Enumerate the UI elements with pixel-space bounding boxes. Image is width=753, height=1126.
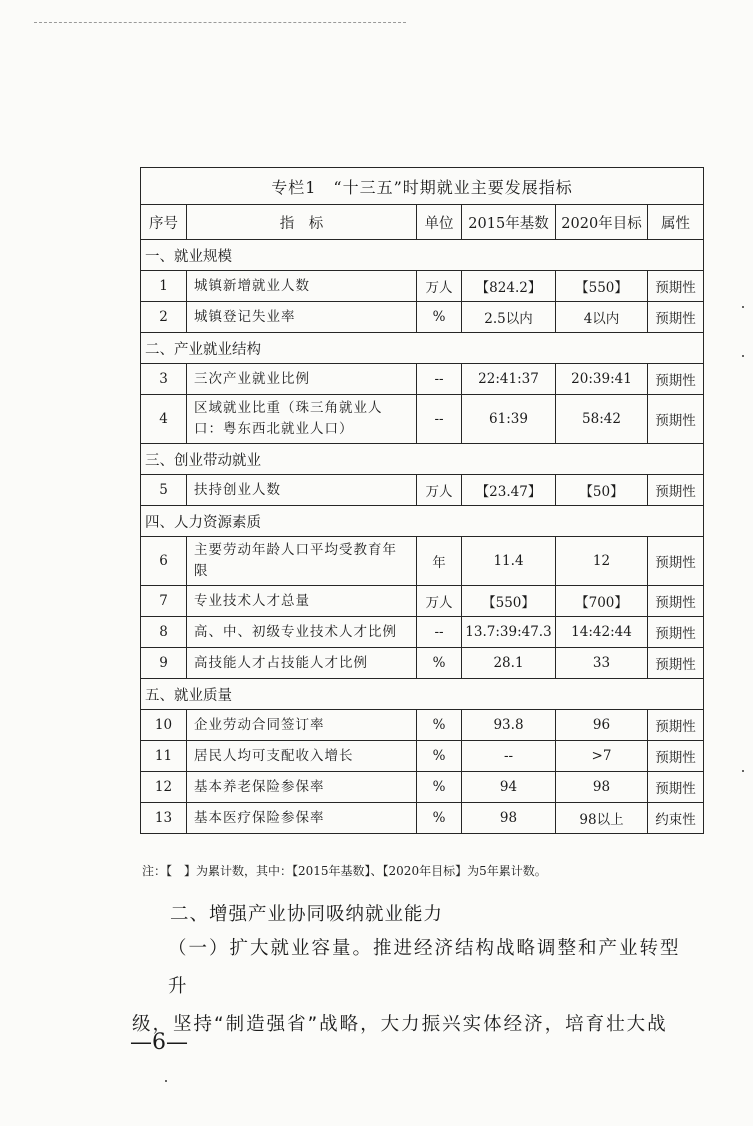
table-row (141, 803, 704, 834)
cell-unit: 万人 (417, 586, 462, 617)
cell-target-2020: 【700】 (556, 586, 648, 617)
cell-attribute: 预期性 (648, 537, 704, 586)
cell-base-2015: 94 (462, 772, 556, 803)
cell-no: 8 (141, 617, 187, 648)
cell-base-2015: -- (462, 741, 556, 772)
cell-attribute: 预期性 (648, 364, 704, 395)
cell-attribute: 预期性 (648, 302, 704, 333)
cell-no: 6 (141, 537, 187, 586)
cell-base-2015: 13.7:39:47.3 (462, 617, 556, 648)
cell-attribute: 预期性 (648, 271, 704, 302)
cell-no: 10 (141, 710, 187, 741)
cell-base-2015: 【23.47】 (462, 475, 556, 506)
table-title: 专栏1 “十三五”时期就业主要发展指标 (141, 168, 704, 205)
cell-base-2015: 98 (462, 803, 556, 834)
table-row (141, 302, 704, 333)
cell-attribute: 预期性 (648, 475, 704, 506)
cell-indicator: 主要劳动年龄人口平均受教育年限 (187, 537, 417, 586)
cell-unit: -- (417, 364, 462, 395)
cell-target-2020: 98以上 (556, 803, 648, 834)
section-label: 二、产业就业结构 (141, 333, 704, 364)
cell-base-2015: 61:39 (462, 395, 556, 444)
cell-base-2015: 22:41:37 (462, 364, 556, 395)
section-heading: 二、增强产业协同吸纳就业能力 (170, 904, 444, 925)
header-indicator: 指 标 (187, 205, 417, 240)
cell-indicator: 基本医疗保险参保率 (187, 803, 417, 834)
cell-base-2015: 28.1 (462, 648, 556, 679)
cell-attribute: 预期性 (648, 395, 704, 444)
cell-unit: 万人 (417, 271, 462, 302)
page-number: —6— (130, 1030, 188, 1055)
cell-attribute: 约束性 (648, 803, 704, 834)
cell-unit: 万人 (417, 475, 462, 506)
cell-target-2020: 58:42 (556, 395, 648, 444)
cell-attribute: 预期性 (648, 648, 704, 679)
table-row (141, 772, 704, 803)
table-row (141, 617, 704, 648)
cell-target-2020: 【50】 (556, 475, 648, 506)
cell-unit: % (417, 741, 462, 772)
cell-no: 3 (141, 364, 187, 395)
cell-no: 13 (141, 803, 187, 834)
table-row (141, 364, 704, 395)
section-row (141, 240, 704, 271)
header-target-2020: 2020年目标 (556, 205, 648, 240)
body-paragraph (132, 930, 692, 1044)
cell-no: 1 (141, 271, 187, 302)
header-attribute: 属性 (648, 205, 704, 240)
cell-indicator: 区域就业比重（珠三角就业人口：粤东西北就业人口） (187, 395, 417, 444)
cell-target-2020: 4以内 (556, 302, 648, 333)
section-label: 四、人力资源素质 (141, 506, 704, 537)
cell-unit: % (417, 710, 462, 741)
cell-indicator: 居民人均可支配收入增长 (187, 741, 417, 772)
cell-unit: % (417, 803, 462, 834)
cell-no: 4 (141, 395, 187, 444)
cell-indicator: 高、中、初级专业技术人才比例 (187, 617, 417, 648)
cell-indicator: 扶持创业人数 (187, 475, 417, 506)
cell-target-2020: 33 (556, 648, 648, 679)
table-row (141, 741, 704, 772)
table-row (141, 537, 704, 586)
cell-target-2020: 98 (556, 772, 648, 803)
indicator-table-panel (140, 167, 703, 834)
cell-target-2020: 【550】 (556, 271, 648, 302)
cell-indicator: 高技能人才占技能人才比例 (187, 648, 417, 679)
cell-unit: 年 (417, 537, 462, 586)
scan-top-line (34, 22, 406, 23)
cell-indicator: 城镇新增就业人数 (187, 271, 417, 302)
section-row (141, 444, 704, 475)
cell-target-2020: 12 (556, 537, 648, 586)
cell-unit: % (417, 772, 462, 803)
cell-indicator: 专业技术人才总量 (187, 586, 417, 617)
cell-no: 5 (141, 475, 187, 506)
paragraph-line-1: （一）扩大就业容量。推进经济结构战略调整和产业转型升 (168, 938, 681, 997)
cell-base-2015: 93.8 (462, 710, 556, 741)
cell-attribute: 预期性 (648, 741, 704, 772)
cell-base-2015: 11.4 (462, 537, 556, 586)
cell-indicator: 三次产业就业比例 (187, 364, 417, 395)
cell-target-2020: 14:42:44 (556, 617, 648, 648)
table-row (141, 271, 704, 302)
cell-attribute: 预期性 (648, 710, 704, 741)
section-row (141, 333, 704, 364)
cell-base-2015: 2.5以内 (462, 302, 556, 333)
cell-attribute: 预期性 (648, 772, 704, 803)
cell-unit: -- (417, 395, 462, 444)
table-header-row (141, 205, 704, 240)
cell-indicator: 企业劳动合同签订率 (187, 710, 417, 741)
cell-unit: % (417, 302, 462, 333)
table-row (141, 648, 704, 679)
cell-indicator: 基本养老保险参保率 (187, 772, 417, 803)
cell-no: 9 (141, 648, 187, 679)
cell-base-2015: 【550】 (462, 586, 556, 617)
table-row (141, 586, 704, 617)
cell-no: 11 (141, 741, 187, 772)
table-row (141, 475, 704, 506)
table-row (141, 395, 704, 444)
cell-unit: % (417, 648, 462, 679)
cell-indicator: 城镇登记失业率 (187, 302, 417, 333)
indicator-table (140, 167, 704, 834)
section-label: 三、创业带动就业 (141, 444, 704, 475)
paragraph-line-2: 级，坚持“制造强省”战略，大力振兴实体经济，培育壮大战 (132, 1014, 668, 1035)
header-unit: 单位 (417, 205, 462, 240)
header-no: 序号 (141, 205, 187, 240)
cell-base-2015: 【824.2】 (462, 271, 556, 302)
cell-no: 2 (141, 302, 187, 333)
cell-attribute: 预期性 (648, 586, 704, 617)
section-label: 一、就业规模 (141, 240, 704, 271)
scan-speck (742, 770, 744, 772)
table-row (141, 710, 704, 741)
cell-attribute: 预期性 (648, 617, 704, 648)
cell-no: 7 (141, 586, 187, 617)
cell-unit: -- (417, 617, 462, 648)
cell-target-2020: 20:39:41 (556, 364, 648, 395)
cell-target-2020: >7 (556, 741, 648, 772)
section-label: 五、就业质量 (141, 679, 704, 710)
scan-speck (742, 355, 744, 357)
cell-target-2020: 96 (556, 710, 648, 741)
section-row (141, 506, 704, 537)
scan-speck (165, 1080, 167, 1082)
header-base-2015: 2015年基数 (462, 205, 556, 240)
scan-speck (742, 306, 744, 308)
table-note: 注：【 】为累计数，其中：【2015年基数】、【2020年目标】为5年累计数。 (142, 864, 547, 878)
cell-no: 12 (141, 772, 187, 803)
section-row (141, 679, 704, 710)
